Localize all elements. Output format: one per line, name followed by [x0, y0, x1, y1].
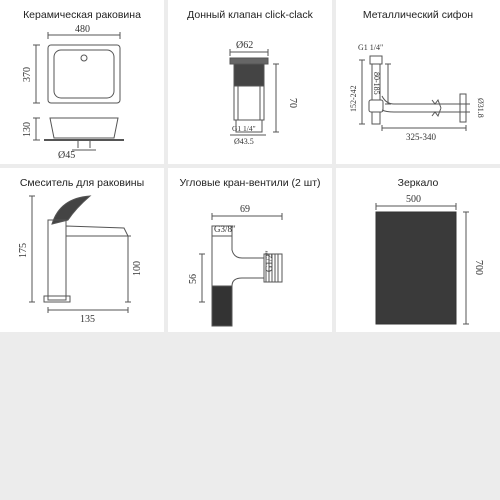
panel-sink — [0, 0, 164, 164]
dim-cap: Ø62 — [236, 40, 254, 51]
dim-height: 700 — [473, 260, 484, 275]
dim-inlet: G3/8" — [214, 224, 236, 234]
panel-title: Керамическая раковина — [23, 9, 141, 21]
panel-faucet — [0, 168, 164, 332]
panel-title: Зеркало — [397, 177, 439, 189]
dim-thread: G1 1/4" — [358, 43, 384, 52]
dim-reach: 135 — [80, 314, 95, 325]
panel-siphon — [336, 0, 500, 164]
panel-title: Донный клапан click-clack — [187, 9, 313, 21]
angle-valve-drawing — [168, 168, 332, 332]
dim-length: 69 — [240, 204, 250, 215]
dim-base: Ø43.5 — [234, 137, 254, 146]
drain-valve-drawing — [168, 0, 332, 164]
panel-title: Угловые кран-вентили (2 шт) — [179, 177, 321, 189]
dim-spout-height: 100 — [132, 261, 143, 276]
dim-depth: 370 — [22, 67, 33, 82]
siphon-drawing — [336, 0, 500, 164]
dim-outlet: G1/2" — [264, 250, 274, 272]
dim-pipe: Ø31.8 — [476, 98, 485, 118]
sink-drawing — [0, 0, 164, 164]
dim-length: 325-340 — [406, 132, 436, 142]
panel-mirror — [336, 168, 500, 332]
panel-title: Смеситель для раковины — [19, 177, 145, 189]
panel-angle-valves — [168, 168, 332, 332]
dim-thread: G1 1/4" — [232, 124, 256, 133]
dim-height: 70 — [287, 98, 298, 108]
dim-width: 500 — [406, 194, 421, 205]
dim-vertical: 152-242 — [349, 85, 358, 112]
dim-drain: Ø45 — [58, 150, 76, 161]
dim-height: 56 — [188, 274, 199, 284]
mirror-drawing — [336, 168, 500, 332]
panel-title: Металлический сифон — [362, 9, 474, 21]
dim-inner: 80-185 — [372, 72, 381, 95]
dim-height: 175 — [18, 243, 29, 258]
dim-height: 130 — [22, 122, 33, 137]
faucet-drawing — [0, 168, 164, 332]
dim-width: 480 — [75, 24, 90, 35]
panel-drain-valve — [168, 0, 332, 164]
